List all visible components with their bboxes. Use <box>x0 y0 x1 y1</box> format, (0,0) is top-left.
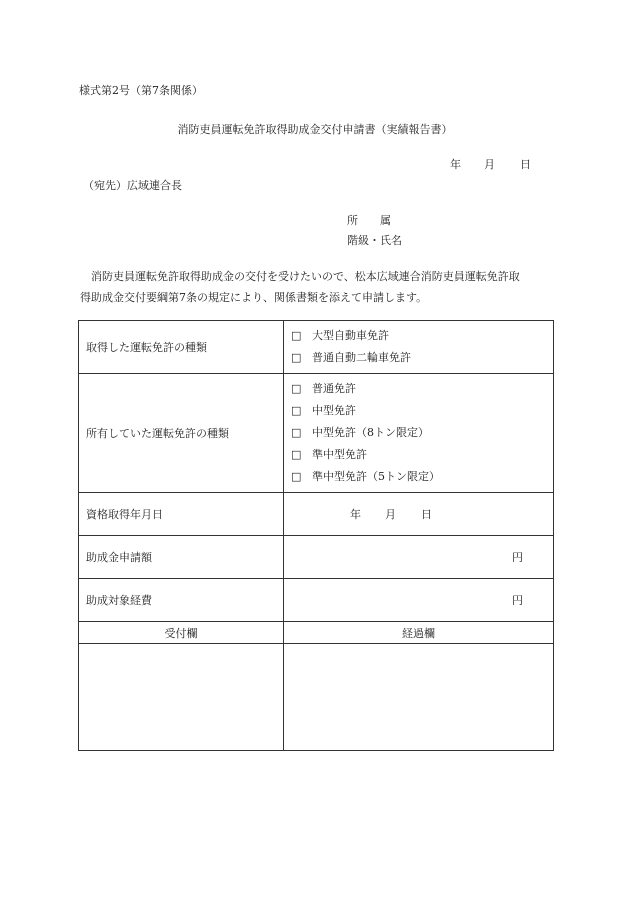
option-semi-medium-5t[interactable]: □ 準中型免許（5トン限定） <box>291 466 553 488</box>
option-large-vehicle[interactable]: □ 大型自動車免許 <box>291 325 553 347</box>
rank-name-label: 階級・氏名 <box>347 234 402 247</box>
yen-unit: 円 <box>512 594 523 607</box>
checkbox-icon[interactable]: □ <box>291 329 302 342</box>
checkbox-icon[interactable]: □ <box>291 470 302 483</box>
date-year-label: 年 <box>450 158 461 171</box>
reception-area <box>79 644 284 751</box>
option-medium[interactable]: □ 中型免許 <box>291 400 553 422</box>
affiliation-label: 所 属 <box>347 214 391 227</box>
acquired-license-label: 取得した運転免許の種類 <box>79 321 284 374</box>
progress-header: 経過欄 <box>284 622 554 644</box>
qualification-date-field[interactable] <box>284 493 554 536</box>
grant-amount-field[interactable] <box>284 536 554 579</box>
held-license-options <box>284 374 554 493</box>
grant-amount-label: 助成金申請額 <box>79 536 284 579</box>
date-month-label: 月 <box>484 158 495 171</box>
form-number: 様式第2号（第7条関係） <box>79 84 203 97</box>
eligible-cost-field[interactable] <box>284 579 554 622</box>
progress-area <box>284 644 554 751</box>
yen-unit: 円 <box>512 551 523 564</box>
checkbox-icon[interactable]: □ <box>291 448 302 461</box>
held-license-label: 所有していた運転免許の種類 <box>79 374 284 493</box>
acquired-license-options <box>284 321 554 374</box>
option-medium-8t[interactable]: □ 中型免許（8トン限定） <box>291 422 553 444</box>
document-title: 消防吏員運転免許取得助成金交付申請書（実績報告書） <box>177 123 453 136</box>
qualification-date-label: 資格取得年月日 <box>79 493 284 536</box>
qual-month-label: 月 <box>385 508 396 521</box>
checkbox-icon[interactable]: □ <box>291 426 302 439</box>
statement-line-2: 得助成金交付要綱第7条の規定により、関係書類を添えて申請します。 <box>80 291 428 304</box>
statement-line-1: 消防吏員運転免許取得助成金の交付を受けたいので、松本広域連合消防吏員運転免許取 <box>91 270 520 283</box>
option-semi-medium[interactable]: □ 準中型免許 <box>291 444 553 466</box>
eligible-cost-label: 助成対象経費 <box>79 579 284 622</box>
checkbox-icon[interactable]: □ <box>291 404 302 417</box>
checkbox-icon[interactable]: □ <box>291 351 302 364</box>
addressee: （宛先）広域連合長 <box>83 179 182 192</box>
application-statement <box>80 266 550 308</box>
application-table <box>78 320 554 751</box>
option-standard[interactable]: □ 普通免許 <box>291 378 553 400</box>
qual-day-label: 日 <box>421 508 432 521</box>
reception-header: 受付欄 <box>79 622 284 644</box>
date-day-label: 日 <box>520 158 531 171</box>
qual-year-label: 年 <box>350 508 361 521</box>
option-motorcycle[interactable]: □ 普通自動二輪車免許 <box>291 347 553 369</box>
application-date <box>450 156 531 172</box>
checkbox-icon[interactable]: □ <box>291 382 302 395</box>
